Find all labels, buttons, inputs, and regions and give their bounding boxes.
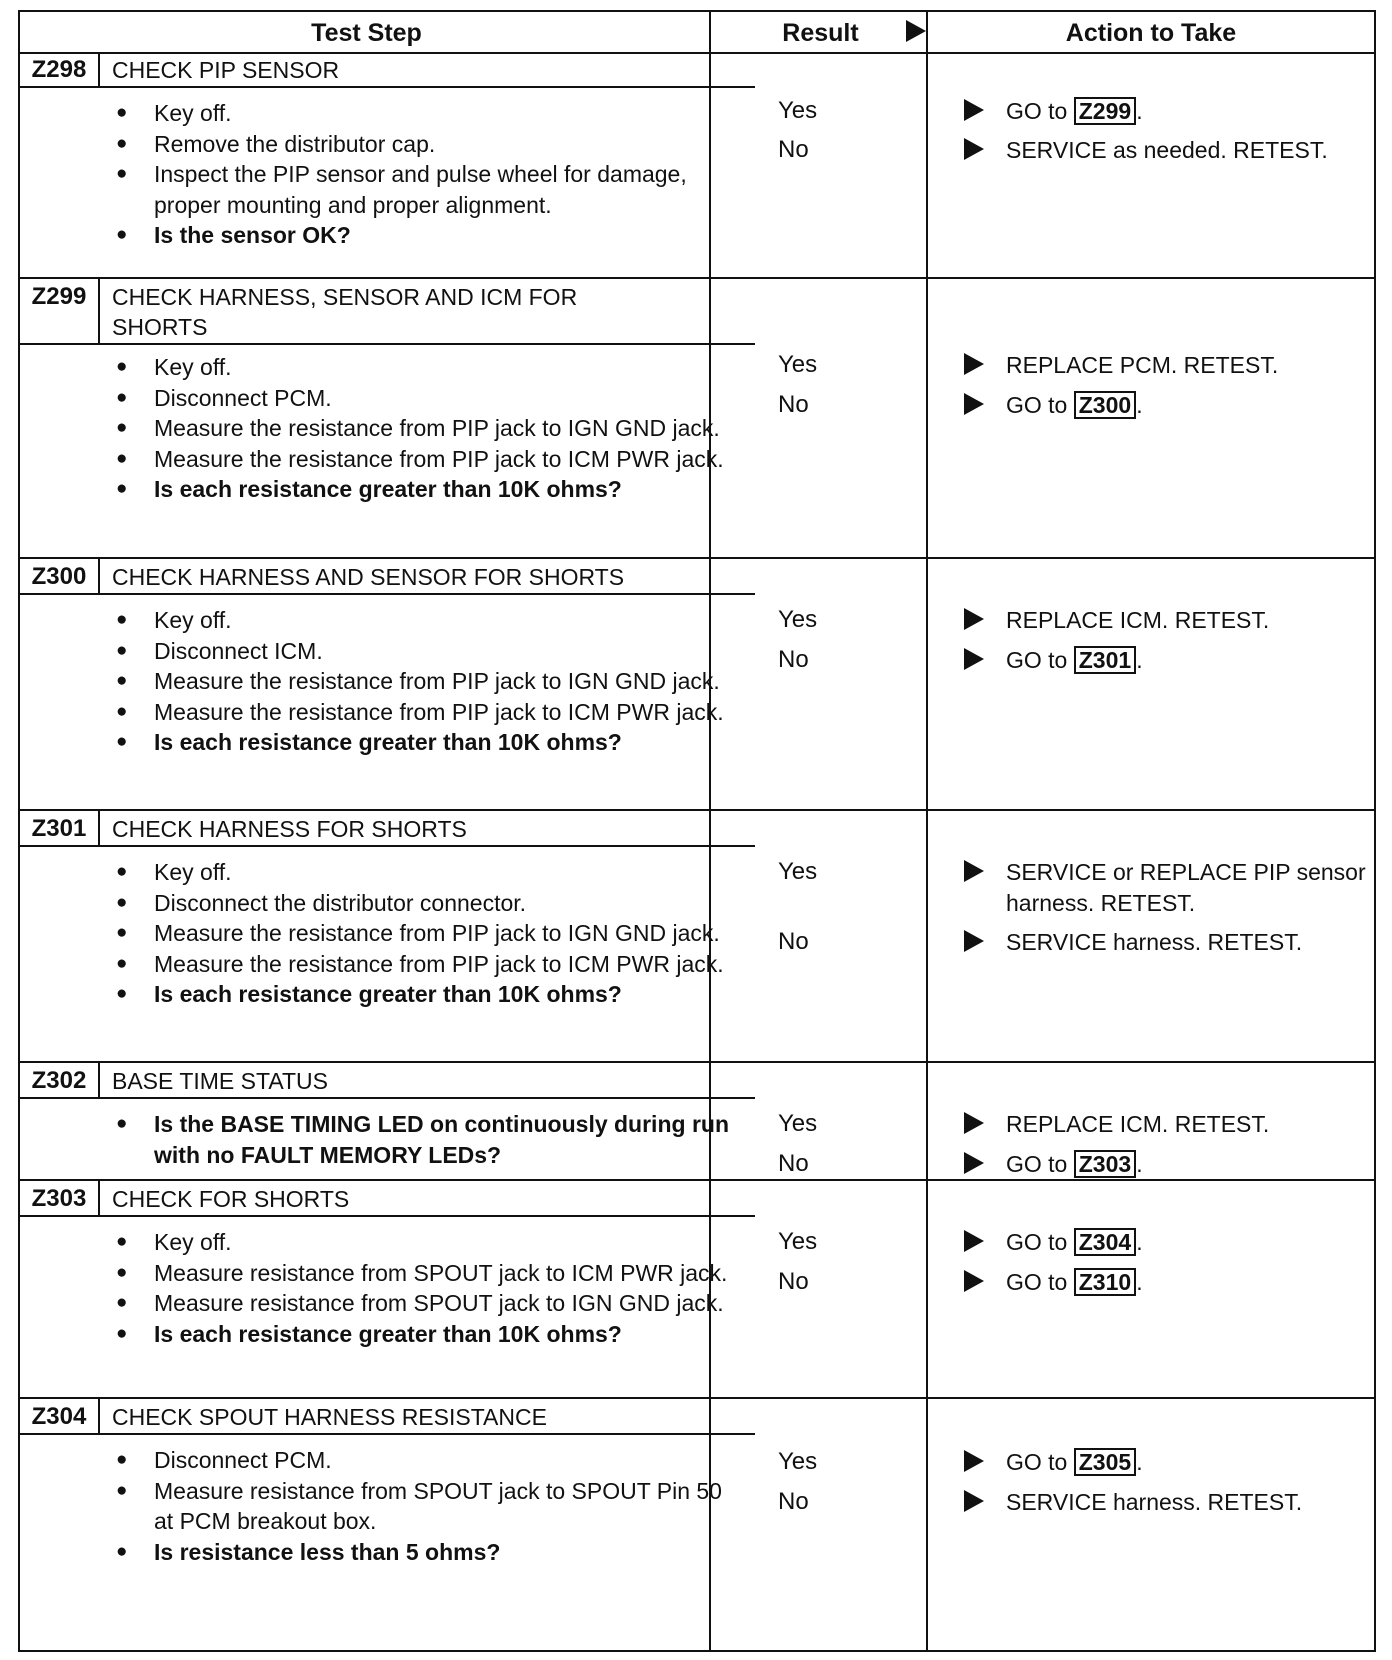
reference-suffix: . bbox=[1136, 392, 1143, 418]
step-bullet: ● Key off. bbox=[116, 1227, 736, 1258]
result-arrow-icon bbox=[964, 138, 984, 160]
no-action-text: SERVICE harness. RETEST. bbox=[1006, 1489, 1303, 1515]
step-bullet: ● Measure resistance from SPOUT jack to IGN GND jack. bbox=[116, 1288, 736, 1319]
no-action bbox=[1006, 1149, 1366, 1180]
result-arrow-icon bbox=[964, 1270, 984, 1292]
step-bullet: ● Disconnect the distributor connector. bbox=[116, 888, 736, 919]
result-yes-label: Yes bbox=[778, 1448, 818, 1475]
step-bullet-list bbox=[116, 352, 736, 505]
step-id: Z299 bbox=[20, 279, 100, 343]
no-action bbox=[1006, 1487, 1366, 1518]
yes-action-text: REPLACE ICM. RETEST. bbox=[1006, 1111, 1270, 1137]
no-action-text: SERVICE harness. RETEST. bbox=[1006, 929, 1303, 955]
step-bullet-list bbox=[116, 98, 736, 251]
step-section-z301 bbox=[20, 811, 1374, 1063]
yes-action-text: SERVICE or REPLACE PIP sensor harness. RETEST. bbox=[1006, 859, 1366, 916]
step-bullet: ● Inspect the PIP sensor and pulse wheel for damage, proper mounting and proper alignment. bbox=[116, 159, 736, 220]
yes-action bbox=[1006, 350, 1366, 381]
step-bullet: ● Measure the resistance from PIP jack to ICM PWR jack. bbox=[116, 949, 736, 980]
step-title-bar bbox=[20, 1063, 755, 1099]
step-section-z303 bbox=[20, 1181, 1374, 1399]
result-yes-label: Yes bbox=[778, 606, 818, 633]
no-action bbox=[1006, 135, 1366, 166]
step-id: Z301 bbox=[20, 811, 100, 845]
step-section-z302 bbox=[20, 1063, 1374, 1181]
result-no-label: No bbox=[778, 136, 809, 163]
reference-suffix: . bbox=[1136, 1229, 1143, 1255]
no-action bbox=[1006, 927, 1366, 958]
reference-suffix: . bbox=[1136, 1151, 1143, 1177]
yes-action bbox=[1006, 1109, 1366, 1140]
result-arrow-icon bbox=[964, 1490, 984, 1512]
result-no-label: No bbox=[778, 1150, 809, 1177]
step-title: CHECK HARNESS AND SENSOR FOR SHORTS bbox=[112, 564, 625, 590]
header-result: Result bbox=[782, 19, 859, 47]
result-no-label: No bbox=[778, 1268, 809, 1295]
yes-action bbox=[1006, 857, 1366, 918]
step-title: CHECK HARNESS FOR SHORTS bbox=[112, 816, 467, 842]
step-title-bar bbox=[20, 559, 755, 595]
step-id: Z298 bbox=[20, 52, 100, 86]
step-reference-link[interactable]: Z303 bbox=[1074, 1150, 1136, 1178]
result-yes-label: Yes bbox=[778, 1228, 818, 1255]
step-section-z298 bbox=[20, 52, 1374, 279]
step-title-bar bbox=[20, 1399, 755, 1435]
step-title-bar bbox=[20, 52, 755, 88]
step-bullet: ● Measure the resistance from PIP jack to IGN GND jack. bbox=[116, 666, 736, 697]
step-bullet-list bbox=[116, 857, 736, 1010]
step-bullet: ● Disconnect PCM. bbox=[116, 383, 736, 414]
no-action bbox=[1006, 1267, 1366, 1298]
step-bullet: ● Key off. bbox=[116, 352, 736, 383]
step-id: Z300 bbox=[20, 559, 100, 593]
no-action-text: GO to bbox=[1006, 647, 1068, 673]
no-action-text: GO to bbox=[1006, 1151, 1068, 1177]
step-bullet: ● Measure resistance from SPOUT jack to SPOUT Pin 50 at PCM breakout box. bbox=[116, 1476, 736, 1537]
step-question: ● Is each resistance greater than 10K ohms? bbox=[116, 1319, 736, 1350]
step-question: ● Is each resistance greater than 10K ohms? bbox=[116, 727, 736, 758]
step-question: ● Is the sensor OK? bbox=[116, 220, 736, 251]
result-no-label: No bbox=[778, 646, 809, 673]
step-bullet: ● Remove the distributor cap. bbox=[116, 129, 736, 160]
no-action-text: SERVICE as needed. RETEST. bbox=[1006, 137, 1328, 163]
step-bullet: ● Key off. bbox=[116, 98, 736, 129]
step-bullet: ● Disconnect ICM. bbox=[116, 636, 736, 667]
result-arrow-icon bbox=[964, 1230, 984, 1252]
reference-suffix: . bbox=[1136, 98, 1143, 124]
result-no-label: No bbox=[778, 1488, 809, 1515]
step-bullet: ● Measure the resistance from PIP jack to IGN GND jack. bbox=[116, 413, 736, 444]
step-bullet: ● Key off. bbox=[116, 857, 736, 888]
step-reference-link[interactable]: Z301 bbox=[1074, 646, 1136, 674]
step-title: CHECK FOR SHORTS bbox=[112, 1186, 350, 1212]
step-title: CHECK SPOUT HARNESS RESISTANCE bbox=[112, 1404, 547, 1430]
result-arrow-icon bbox=[964, 1152, 984, 1174]
yes-action-text: GO to bbox=[1006, 98, 1068, 124]
no-action bbox=[1006, 390, 1366, 421]
step-section-z300 bbox=[20, 559, 1374, 811]
result-arrow-icon bbox=[964, 608, 984, 630]
result-arrow-icon bbox=[964, 1450, 984, 1472]
step-reference-link[interactable]: Z305 bbox=[1074, 1448, 1136, 1476]
yes-action-text: REPLACE PCM. RETEST. bbox=[1006, 352, 1279, 378]
step-bullet: ● Measure the resistance from PIP jack to IGN GND jack. bbox=[116, 918, 736, 949]
step-bullet-list bbox=[116, 605, 736, 758]
result-arrow-icon bbox=[964, 393, 984, 415]
yes-action-text: GO to bbox=[1006, 1229, 1068, 1255]
result-yes-label: Yes bbox=[778, 97, 818, 124]
reference-suffix: . bbox=[1136, 1449, 1143, 1475]
result-no-label: No bbox=[778, 391, 809, 418]
step-title: CHECK HARNESS, SENSOR AND ICM FOR SHORTS bbox=[112, 284, 578, 340]
step-section-z304 bbox=[20, 1399, 1374, 1652]
step-bullet: ● Measure resistance from SPOUT jack to ICM PWR jack. bbox=[116, 1258, 736, 1289]
header-arrow-icon bbox=[906, 20, 926, 42]
table-header bbox=[20, 12, 1374, 54]
step-title-bar bbox=[20, 811, 755, 847]
step-reference-link[interactable]: Z310 bbox=[1074, 1268, 1136, 1296]
step-title-bar bbox=[20, 1181, 755, 1217]
step-title: BASE TIME STATUS bbox=[112, 1068, 328, 1094]
step-id: Z302 bbox=[20, 1063, 100, 1097]
step-section-z299 bbox=[20, 279, 1374, 559]
step-question: ● Is each resistance greater than 10K ohms? bbox=[116, 474, 736, 505]
step-question: ● Is resistance less than 5 ohms? bbox=[116, 1537, 736, 1568]
step-bullet-list bbox=[116, 1445, 736, 1567]
result-arrow-icon bbox=[964, 99, 984, 121]
result-yes-label: Yes bbox=[778, 858, 818, 885]
reference-suffix: . bbox=[1136, 1269, 1143, 1295]
result-yes-label: Yes bbox=[778, 351, 818, 378]
yes-action bbox=[1006, 1227, 1366, 1258]
result-arrow-icon bbox=[964, 648, 984, 670]
yes-action bbox=[1006, 96, 1366, 127]
step-title-bar bbox=[20, 279, 755, 345]
step-title: CHECK PIP SENSOR bbox=[112, 57, 340, 83]
step-bullet-list bbox=[116, 1109, 736, 1170]
step-bullet-list bbox=[116, 1227, 736, 1349]
yes-action bbox=[1006, 1447, 1366, 1478]
yes-action bbox=[1006, 605, 1366, 636]
step-id: Z304 bbox=[20, 1399, 100, 1433]
no-action-text: GO to bbox=[1006, 392, 1068, 418]
header-action: Action to Take bbox=[1065, 19, 1237, 47]
yes-action-text: GO to bbox=[1006, 1449, 1068, 1475]
result-arrow-icon bbox=[964, 353, 984, 375]
result-yes-label: Yes bbox=[778, 1110, 818, 1137]
diagnostic-table bbox=[18, 10, 1376, 1652]
step-id: Z303 bbox=[20, 1181, 100, 1215]
result-no-label: No bbox=[778, 928, 809, 955]
step-bullet: ● Disconnect PCM. bbox=[116, 1445, 736, 1476]
step-bullet: ● Measure the resistance from PIP jack to ICM PWR jack. bbox=[116, 697, 736, 728]
step-question: ● Is each resistance greater than 10K ohms? bbox=[116, 979, 736, 1010]
no-action bbox=[1006, 645, 1366, 676]
step-question: ● Is the BASE TIMING LED on continuously during run with no FAULT MEMORY LEDs? bbox=[116, 1109, 736, 1170]
result-arrow-icon bbox=[964, 930, 984, 952]
yes-action-text: REPLACE ICM. RETEST. bbox=[1006, 607, 1270, 633]
step-bullet: ● Key off. bbox=[116, 605, 736, 636]
step-reference-link[interactable]: Z304 bbox=[1074, 1228, 1136, 1256]
no-action-text: GO to bbox=[1006, 1269, 1068, 1295]
reference-suffix: . bbox=[1136, 647, 1143, 673]
header-test-step: Test Step bbox=[311, 19, 422, 47]
step-reference-link[interactable]: Z300 bbox=[1074, 391, 1136, 419]
result-arrow-icon bbox=[964, 860, 984, 882]
step-reference-link[interactable]: Z299 bbox=[1074, 97, 1136, 125]
result-arrow-icon bbox=[964, 1112, 984, 1134]
step-bullet: ● Measure the resistance from PIP jack to ICM PWR jack. bbox=[116, 444, 736, 475]
